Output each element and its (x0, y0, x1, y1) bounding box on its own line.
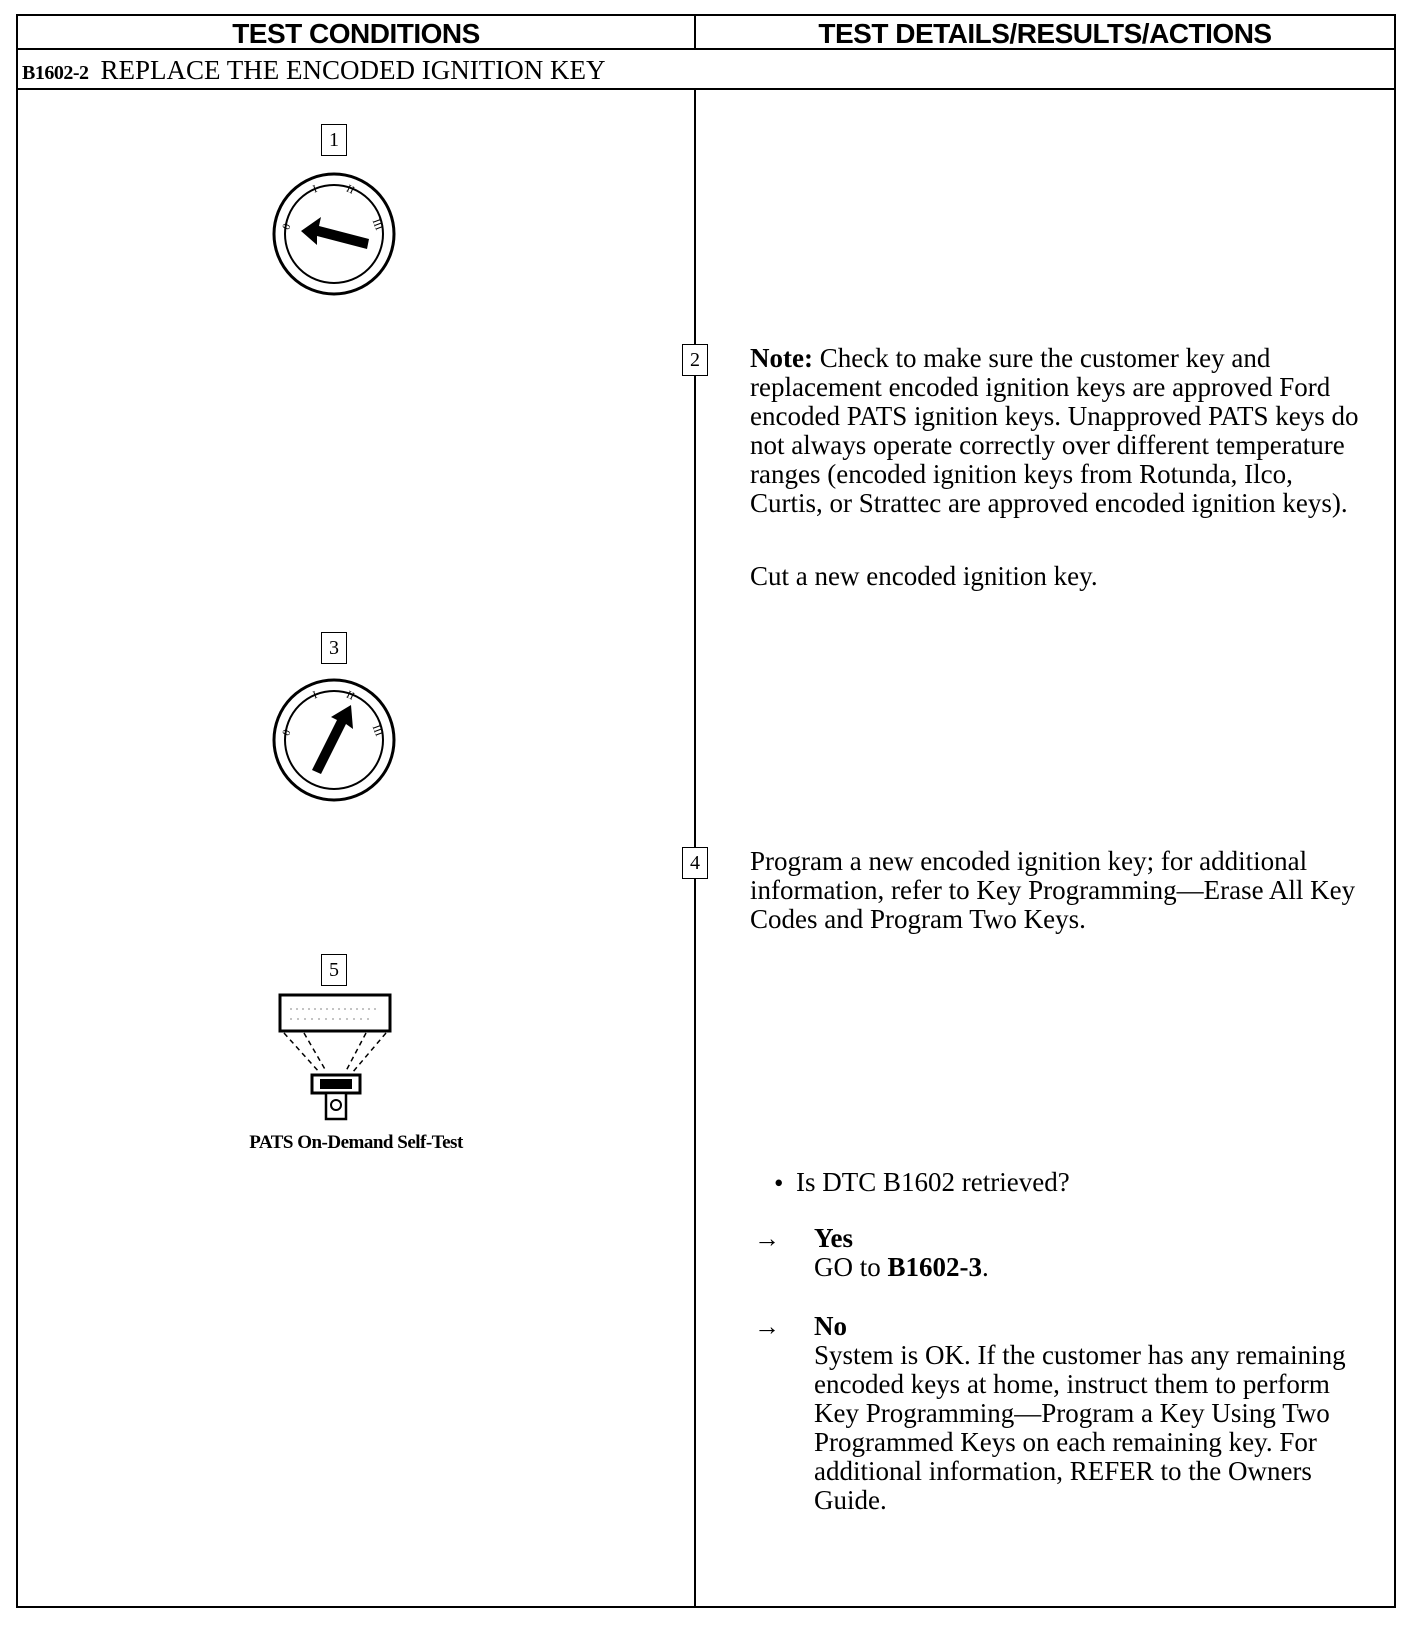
figure-caption: PATS On-Demand Self-Test (249, 1132, 463, 1153)
question-text: Is DTC B1602 retrieved? (796, 1167, 1070, 1197)
callout-2: 2 (682, 344, 708, 376)
cut-key-instruction: Cut a new encoded ignition key. (750, 561, 1098, 591)
header-test-details: TEST DETAILS/RESULTS/ACTIONS (696, 16, 1394, 50)
signal-line (304, 1033, 326, 1071)
no-label: No (814, 1311, 847, 1341)
note-text: Check to make sure the customer key and replacement encoded ignition keys are approved Ford encoded PATS ignition keys. Unapproved PATS keys do not always operate correctly over different temperature ranges (encoded ignition keys from Rotunda, Ilco, Curtis, or Strattec are approved encoded ignition keys). (750, 343, 1359, 518)
position-label-I: I (311, 183, 319, 196)
question-bullet: • (774, 1168, 784, 1198)
answer-yes (814, 1224, 1374, 1282)
answer-no (814, 1312, 1354, 1515)
program-key-instruction: Program a new encoded ignition key; for additional information, refer to Key Programming—Erase All Key Codes and Program Two Keys. (750, 846, 1356, 934)
no-text: System is OK. If the customer has any remaining encoded keys at home, instruct them to perform Key Programming—Program a Key Using Two Programmed Keys on each remaining key. For additional information, REFER to the Owners Guide. (814, 1340, 1346, 1515)
signal-line (284, 1033, 320, 1073)
step-title-bar (18, 50, 1394, 90)
header-test-conditions: TEST CONDITIONS (18, 16, 696, 50)
position-label-II: II (344, 182, 357, 197)
scan-tool-display-icon (280, 995, 390, 1031)
key-shaft-icon (326, 1093, 346, 1119)
scan-tool-figure (276, 991, 396, 1121)
position-label-0: 0 (280, 728, 294, 738)
ignition-switch-run-figure (271, 677, 397, 803)
ignition-switch-off-figure (271, 171, 397, 297)
signal-line (346, 1033, 366, 1071)
position-label-III: III (369, 723, 385, 738)
yes-target-link[interactable]: B1602-3 (887, 1252, 982, 1282)
callout-5: 5 (321, 954, 347, 986)
callout-3: 3 (321, 632, 347, 664)
step-title: REPLACE THE ENCODED IGNITION KEY (100, 55, 606, 85)
key-pointer-run-icon (312, 705, 353, 774)
callout-4: 4 (682, 847, 708, 879)
note-label: Note: (750, 343, 813, 373)
yes-prefix: GO to (814, 1252, 881, 1282)
position-label-II: II (344, 688, 357, 703)
step-code: B1602-2 (22, 62, 89, 84)
yes-suffix: . (982, 1252, 989, 1282)
position-label-III: III (369, 217, 385, 232)
callout-1: 1 (321, 124, 347, 156)
yes-arrow-icon: → (754, 1224, 780, 1253)
key-pointer-off-icon (301, 217, 369, 249)
test-table (16, 14, 1396, 1608)
position-label-I: I (311, 689, 319, 702)
signal-line (352, 1033, 386, 1073)
no-arrow-icon: → (754, 1312, 780, 1341)
yes-label: Yes (814, 1223, 853, 1253)
position-label-0: 0 (280, 222, 294, 232)
key-head-fill (320, 1079, 352, 1089)
note-paragraph (750, 344, 1370, 518)
